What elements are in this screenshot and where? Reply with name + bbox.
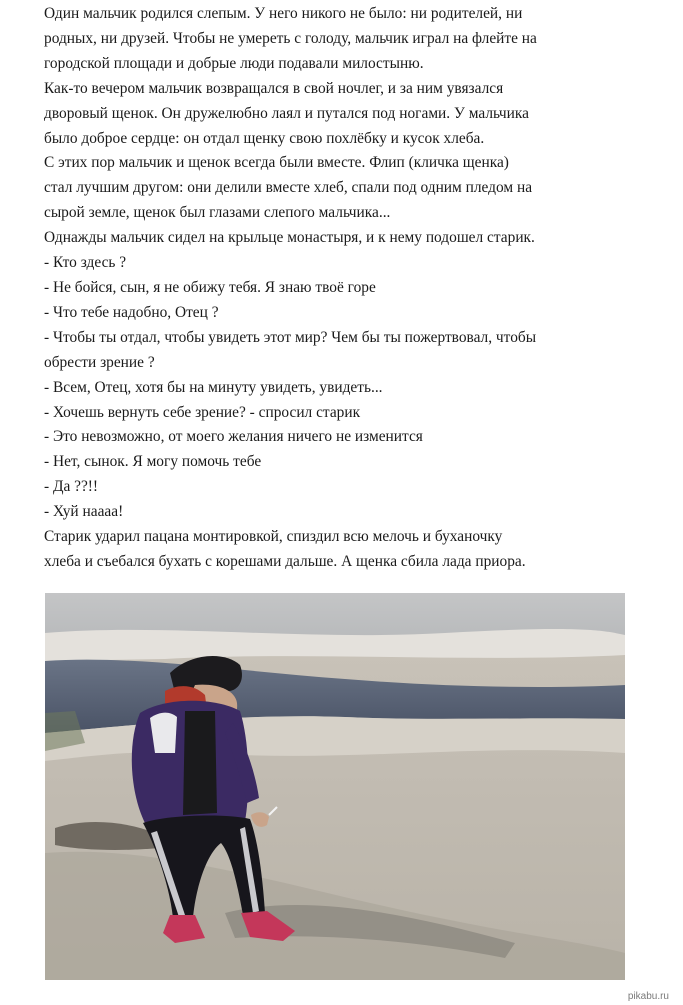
dialogue-line: - Хуй наааа! — [44, 503, 124, 521]
dialogue-line: - Да ??!! — [44, 478, 99, 496]
story-line: родных, ни друзей. Чтобы не умереть с голоду, мальчик играл на флейте на — [44, 29, 537, 47]
story-line: Один мальчик родился слепым. У него никого не было: ни родителей, ни — [44, 5, 523, 22]
story-line: Старик ударил пацана монтировкой, спиздил всю мелочь и буханочку — [44, 528, 503, 546]
story-line: Однажды мальчик сидел на крыльце монастыря, и к нему подошел старик. — [44, 229, 535, 247]
dialogue-line: - Нет, сынок. Я могу помочь тебе — [44, 453, 262, 471]
story-line: городской площади и добрые люди подавали милостыню. — [44, 54, 424, 72]
story-text — [44, 2, 644, 575]
watermark: pikabu.ru — [627, 991, 669, 1002]
dialogue-line: - Чтобы ты отдал, чтобы увидеть этот мир? Чем бы ты пожертвовал, чтобы — [44, 328, 537, 346]
dialogue-line: - Это невозможно, от моего желания ничего не изменится — [44, 428, 423, 446]
story-line: сырой земле, щенок был глазами слепого мальчика... — [44, 204, 391, 222]
dialogue-line: - Всем, Отец, хотя бы на минуту увидеть, увидеть... — [44, 378, 383, 396]
dialogue-line: - Хочешь вернуть себе зрение? - спросил старик — [44, 403, 361, 421]
story-line: Как-то вечером мальчик возвращался в свой ночлег, и за ним увязался — [44, 79, 504, 97]
story-line: дворовый щенок. Он дружелюбно лаял и путался под ногами. У мальчика — [44, 104, 529, 122]
beach-photo — [45, 593, 625, 980]
dialogue-line: - Не бойся, сын, я не обижу тебя. Я знаю твоё горе — [44, 278, 376, 296]
dialogue-line: обрести зрение ? — [44, 353, 155, 371]
story-line: хлеба и съебался бухать с корешами дальше. А щенка сбила лада приора. — [44, 552, 526, 570]
story-line: было доброе сердце: он отдал щенку свою похлёбку и кусок хлеба. — [44, 129, 485, 147]
story-line: С этих пор мальчик и щенок всегда были вместе. Флип (кличка щенка) — [44, 154, 509, 172]
story-line: стал лучшим другом: они делили вместе хлеб, спали под одним пледом на — [44, 179, 533, 197]
beach-photo-drawing — [45, 593, 625, 980]
dialogue-line: - Кто здесь ? — [44, 254, 127, 272]
dialogue-line: - Что тебе надобно, Отец ? — [44, 303, 219, 321]
